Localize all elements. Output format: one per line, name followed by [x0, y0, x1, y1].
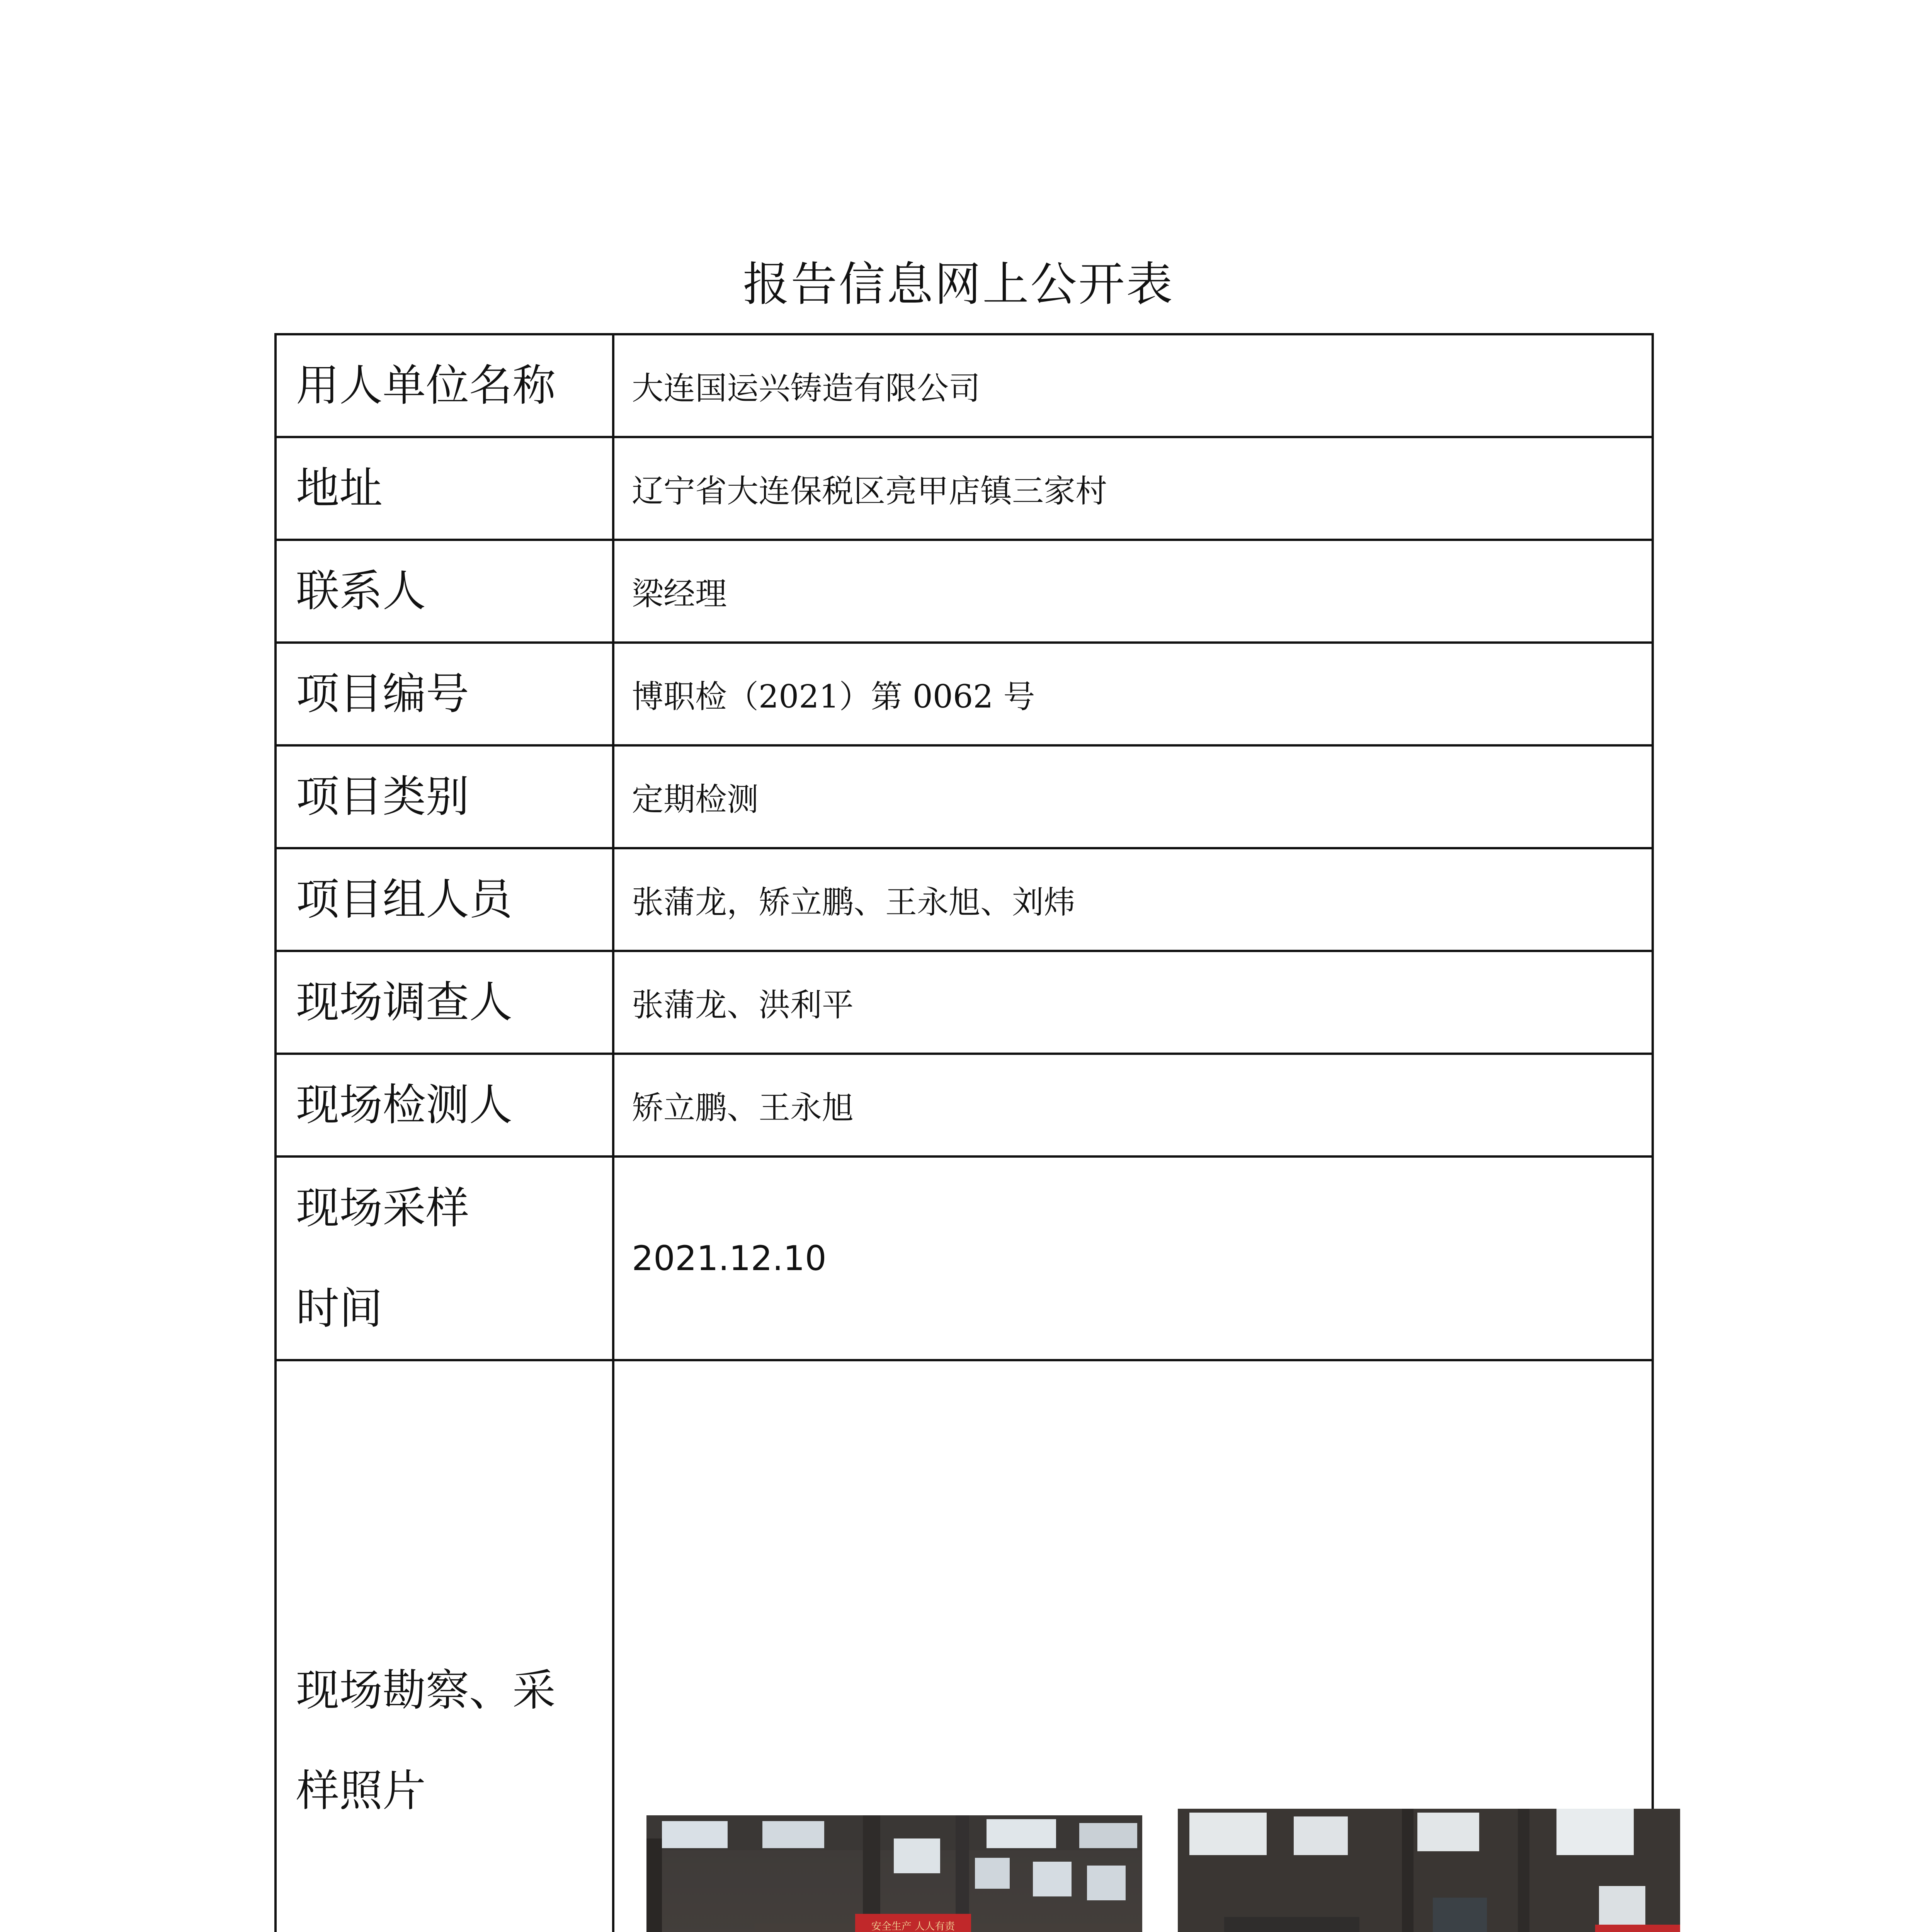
sampling-time-value: 2021.12.10 [613, 1156, 1653, 1360]
photo-label-line1: 现场勘察、采 [296, 1665, 556, 1716]
row-value: 博职检（2021）第 0062 号 [613, 643, 1653, 745]
row-value: 矫立鹏、王永旭 [613, 1054, 1653, 1156]
red-truck-cab [1595, 1925, 1680, 1932]
row-label: 联系人 [276, 540, 613, 643]
sampling-time-label-line1: 现场采样 [296, 1183, 469, 1233]
photo-label-line2: 样照片 [296, 1766, 426, 1816]
row-label: 项目组人员 [276, 848, 613, 951]
page-title: 报告信息网上公开表 [743, 258, 1174, 311]
row-label: 项目编号 [276, 643, 613, 745]
row-value: 辽宁省大连保税区亮甲店镇三家村 [613, 437, 1653, 540]
row-label: 项目类别 [276, 745, 613, 848]
foundry-photo-image [646, 1815, 1142, 1932]
photo-cell [613, 1360, 1653, 1932]
table-row [276, 334, 1653, 437]
row-value: 定期检测 [613, 745, 1653, 848]
site-photo-truck-sampling [1178, 1809, 1680, 1932]
row-label: 地址 [276, 437, 613, 540]
table-row [276, 1054, 1653, 1156]
row-value: 张蒲龙，矫立鹏、王永旭、刘炜 [613, 848, 1653, 951]
row-label: 现场检测人 [276, 1054, 613, 1156]
truck-photo-image [1178, 1809, 1680, 1932]
photo-row [276, 1360, 1653, 1932]
table-row [276, 643, 1653, 745]
site-photo-foundry-sampling [646, 1815, 1142, 1932]
photo-label [276, 1360, 613, 1932]
row-value: 张蒲龙、洪利平 [613, 951, 1653, 1054]
table-row [276, 951, 1653, 1054]
report-info-table [274, 333, 1654, 1932]
safety-banner-text: 安全生产 人人有责 [871, 1921, 955, 1932]
table-row [276, 437, 1653, 540]
row-label: 现场调查人 [276, 951, 613, 1054]
row-value: 大连国运兴铸造有限公司 [613, 334, 1653, 437]
table-row [276, 540, 1653, 643]
sampling-time-row [276, 1156, 1653, 1360]
sampling-time-label [276, 1156, 613, 1360]
table-row [276, 745, 1653, 848]
sampling-time-label-line2: 时间 [296, 1283, 383, 1334]
row-label: 用人单位名称 [276, 334, 613, 437]
table-row [276, 848, 1653, 951]
row-value: 梁经理 [613, 540, 1653, 643]
